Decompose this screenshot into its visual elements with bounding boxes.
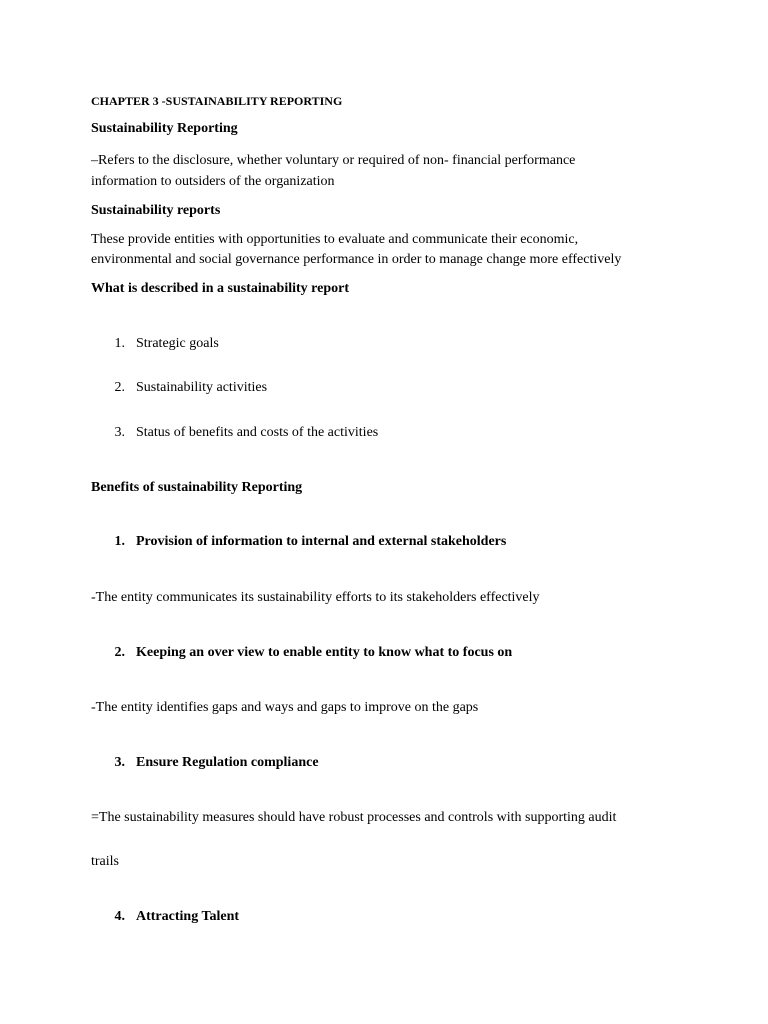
heading-benefits: Benefits of sustainability Reporting: [91, 480, 303, 495]
reports-line-2: environmental and social governance performance in order to manage change more effectively: [91, 252, 622, 267]
benefit-title: Ensure Regulation compliance: [136, 755, 319, 770]
benefit-title: Provision of information to internal and external stakeholders: [136, 534, 507, 549]
heading-sustainability-reports: Sustainability reports: [91, 203, 221, 218]
chapter-title: CHAPTER 3 -SUSTAINABILITY REPORTING: [91, 94, 343, 108]
benefit-title: Keeping an over view to enable entity to know what to focus on: [136, 645, 513, 660]
reports-line-1: These provide entities with opportunities to evaluate and communicate their economic,: [91, 232, 579, 247]
benefit-number: 4.: [114, 909, 125, 924]
benefit-description: -The entity identifies gaps and ways and gaps to improve on the gaps: [91, 700, 479, 715]
heading-what-is-described: What is described in a sustainability report: [91, 281, 349, 296]
definition-line-1: –Refers to the disclosure, whether voluntary or required of non- financial performance: [91, 153, 576, 168]
benefit-description: =The sustainability measures should have robust processes and controls with supporting audit: [91, 810, 617, 825]
benefit-title: Attracting Talent: [136, 909, 240, 924]
list-item: Strategic goals: [136, 336, 219, 351]
benefit-number: 3.: [114, 755, 125, 770]
list-item: Status of benefits and costs of the activities: [136, 425, 379, 440]
benefit-number: 1.: [114, 534, 125, 549]
list-item-number: 2.: [114, 380, 125, 395]
benefit-description: -The entity communicates its sustainability efforts to its stakeholders effectively: [91, 590, 540, 605]
benefit-number: 2.: [114, 645, 125, 660]
list-item-number: 1.: [114, 336, 125, 351]
benefit-description-continued: trails: [91, 854, 119, 869]
list-item: Sustainability activities: [136, 380, 268, 395]
definition-line-2: information to outsiders of the organization: [91, 174, 335, 189]
list-item-number: 3.: [114, 425, 125, 440]
heading-sustainability-reporting: Sustainability Reporting: [91, 121, 238, 136]
